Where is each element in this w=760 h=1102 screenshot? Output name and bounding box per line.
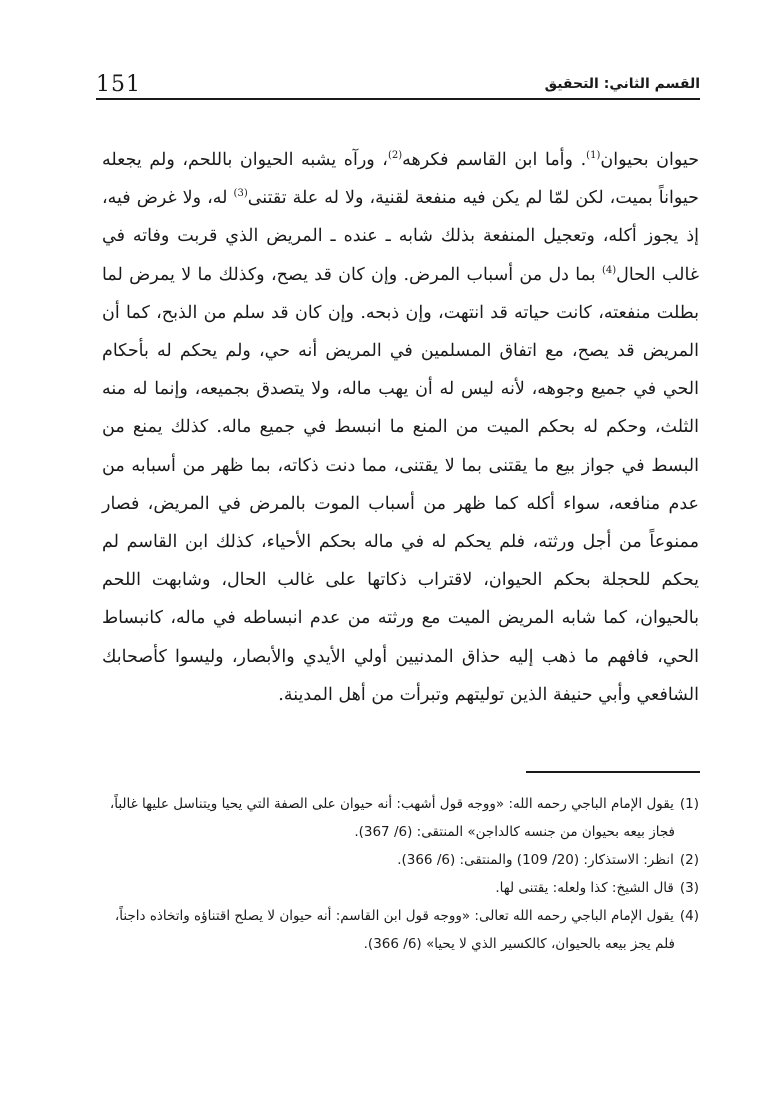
footnote-ref-3: (3)	[233, 188, 248, 200]
footnote-4	[102, 902, 699, 958]
footnotes	[102, 790, 699, 958]
text-segment: بما دل من أسباب المرض. وإن كان قد يصح، وكذلك ما لا يمرض لما بطلت منفعته، كانت حياته قد انتهت، وإن ذبحه. وإن كان قد سلم من الذبح، كما أن المريض قد يصح، مع اتفاق المسلمين في المريض أنه حي، ولم يحكم له بأحكام الحي في جميع وجوهه، لأنه ليس له أن يهب ماله، ولا يتصدق بجميعه، وإنما له منه الثلث، وحكم له بحكم الميت من المنع ما انبسط في جميع ماله. كذلك يمنع من البسط في جواز بيع ما يقتنى بما لا يقتنى، مما دنت ذكاته، بما ظهر من أسبابه من عدم منافعه، سواء أكله كما ظهر من أسباب الموت بالمرض في المريض، فصار ممنوعاً من أجل ورثته، فلم يحكم له في ماله بحكم الأحياء، كذلك ابن القاسم لم يحكم للحجلة بحكم الحيوان، لاقتراب ذكاتها على غالب الحال، وشابهت اللحم بالحيوان، كما شابه المريض الميت مع ورثته من عدم انبساطه في ماله، كانبساط الحي، فافهم ما ذهب إليه حذاق المدنيين أولي الأيدي والأبصار، وليسوا كأصحابك الشافعي وأبي حنيفة الذين توليتهم وتبرأت من أهل المدينة.	[102, 264, 699, 705]
footnote-text: يقول الإمام الباجي رحمه الله تعالى: «ووجه قول ابن القاسم: أنه حيوان لا يصلح اقتناؤه واتخاذه داجناً،	[114, 908, 674, 924]
running-head: القسم الثاني: التحقيق	[544, 76, 700, 92]
main-paragraph	[102, 141, 699, 714]
footnote-number: (4)	[679, 908, 699, 924]
text-segment: ، ورآه يشبه الحيوان باللحم، ولم يجعله حيواناً بميت، لكن لمّا لم يكن فيه منفعة لقنية، ولا له علة تقتنى	[102, 150, 700, 209]
page-header	[96, 70, 700, 98]
footnote-continuation: فلم يجز بيعه بالحيوان، كالكسير الذي لا يحيا» (6/ 366).	[363, 936, 675, 952]
footnote-ref-4: (4)	[601, 264, 617, 276]
footnote-number: (2)	[679, 852, 699, 868]
main-text	[102, 141, 699, 714]
text-segment: . وأما ابن القاسم فكرهه	[402, 150, 587, 170]
footnote-ref-2: (2)	[387, 150, 403, 162]
header-rule	[96, 98, 700, 100]
footnote-number: (3)	[679, 880, 699, 896]
footnote-ref-1: (1)	[586, 150, 601, 162]
footnote-text: يقول الإمام الباجي رحمه الله: «ووجه قول أشهب: أنه حيوان على الصفة التي يحيا ويتناسل عليها غالباً،	[109, 796, 674, 812]
footnote-3	[102, 874, 699, 902]
footnote-text: قال الشيخ: كذا ولعله: يقتنى لها.	[495, 880, 674, 896]
text-segment: حيوان بحيوان	[600, 150, 700, 170]
footnote-rule	[526, 771, 700, 773]
footnote-number: (1)	[679, 796, 699, 812]
footnote-continuation: فجاز بيعه بحيوان من جنسه كالداجن» المنتقى: (6/ 367).	[354, 824, 675, 840]
footnote-text: انظر: الاستذكار: (20/ 109) والمنتقى: (6/ 366).	[397, 852, 674, 868]
text-segment: له، ولا غرض فيه، إذ يجوز أكله، وتعجيل المنفعة بذلك شابه ـ عنده ـ المريض الذي قربت وفاته في غالب الحال	[102, 188, 699, 285]
page-number: 151	[96, 72, 141, 97]
footnote-2	[102, 846, 699, 874]
footnote-1	[102, 790, 699, 846]
